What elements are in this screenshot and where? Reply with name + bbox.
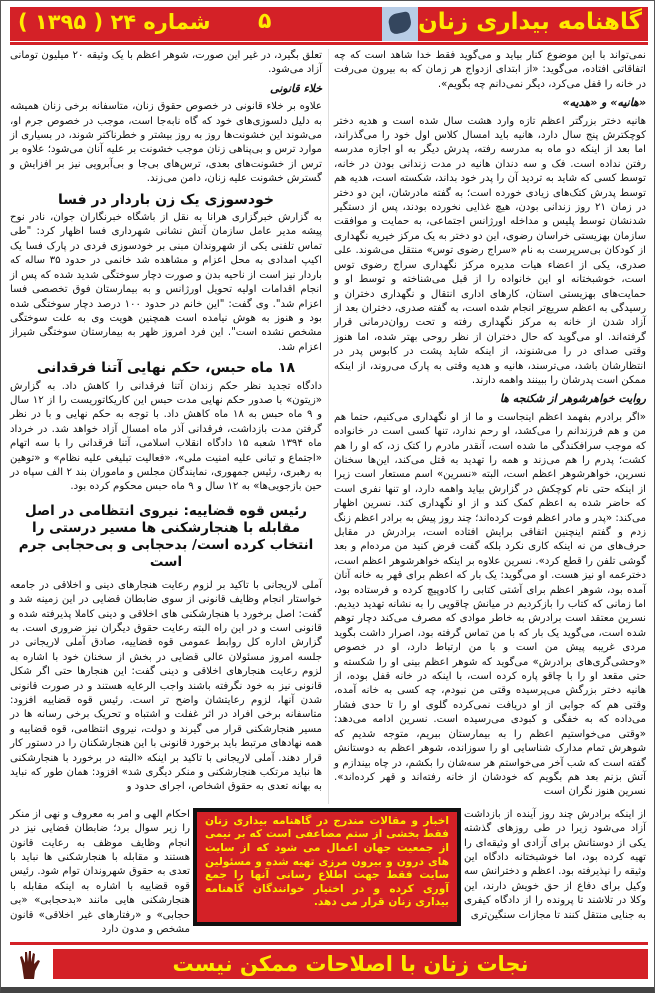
paragraph: تعلق بگیرد، در غیر این صورت، شوهر اعظم با یک وثیقه ۲۰ میلیون تومانی آزاد می‌شود.	[10, 50, 322, 76]
subheading: خلاء قانونی	[270, 81, 322, 95]
footer-banner	[53, 949, 648, 979]
footer-slogan: نجات زنان با اصلاحات ممکن نیست	[172, 952, 529, 977]
article-headline: خودسوزی یک زن باردار در فسا	[58, 191, 274, 208]
masthead	[10, 7, 648, 41]
footer-divider	[10, 942, 648, 945]
paragraph: نمی‌تواند با این موضوع کنار بیاید و می‌گوید فقط خدا شاهد است که چه اتفاقاتی افتاده، می‌گوید: «از ابتدای ازدواج هر زمان که به بیرون می‌رفت در خانه را قفل می‌کرد، دیگر نمی‌دانم چه بگویم».	[334, 50, 646, 90]
paragraph: دادگاه تجدید نظر حکم زندان آتنا فرقدانی را کاهش داد. به گزارش «زیتون» با صدور حکم نهایی مدت حبس این کاریکاتوریست را از ۱۲ سال و ۹ ماه حبس به ۱۸ ماه کاهش داد. با توجه به حکم نهایی و با در نظر گرفتن مدت بازداشت، فرقدانی آذر ماه امسال آزاد خواهد شد. در خرداد ماه ۱۳۹۴ شعبه ۱۵ دادگاه انقلاب اسلامی، آتنا فرقدانی را با سه اتهام «اجتماع و تبانی علیه امنیت ملی»، «فعالیت تبلیغی علیه نظام» و «توهین به رهبری، رئیس جمهوری، نمایندگان مجلس و ماموران بند ۲ الف سپاه در حین بازجویی‌ها» به ۱۲ سال و ۹ ماه حبس محکوم کرده بود.	[10, 380, 322, 493]
iran-map-logo-icon	[382, 7, 418, 41]
paragraph: احکام الهی و امر به معروف و نهی از منکر را زیر سوال برد؛ ضابطان قضایی نیز در انجام وظایف موظف به رعایت قانون هستند و مقابله با هنجارشکنی ها نباید با تعدی به حقوق شهروندان توام شود. رئیس قوه قضاییه با اشاره به اینکه مقابله با هنجارشکنی هایی مانند «بدحجابی» «بی حجابی» و «رفتارهای غیر اخلاقی» قانون مشخص و مدون دارد	[10, 808, 190, 935]
article-columns	[10, 49, 646, 804]
left-column	[10, 49, 322, 804]
disclaimer-text: اخبار و مقالات مندرج در گاهنامه بیداری زنان فقط بخشی از ستم مضاعفی است که بر نیمی از جمعیت جهان اعمال می شود که از سایت های درون و بیرون مرزی تهیه شده و مسئولین سایت فقط جهت اطلاع رسانی آنها را جمع آوری کرده و در اختیار خوانندگان گاهنامه بیداری زنان قرار می دهد.	[205, 814, 449, 909]
bottom-row	[10, 808, 646, 942]
footer-row	[10, 949, 646, 983]
subheading: «هانیه» و «هدیه»	[562, 96, 646, 110]
column-divider	[328, 49, 329, 804]
paragraph: هانیه دختر بزرگتر اعظم تازه وارد هشت سال شده است و هدیه دختر کوچکترش پنج سال دارد، هانیه باید امسال کلاس اول خود را می‌گذراند، اما بعد از اینکه دو ماه به مدرسه رفته، پدرش دیگر به او اجازه مدرسه رفتن نداده است. فک و سه دندان هانیه در مدت زندانی بودن در خانه، توسط کسی که شاید به تردید آن را پدر خود بداند، شکسته است، هدیه هم توسط پدرش کتک‌های زیادی خورده است؛ به گفته مادرشان، این دو دختر در زمان ۲۱ روز زندانی بودن، هیچ غذایی نخورده بودند، پس از دستگیر شدنشان توسط پلیس و مداخله اورژانس اجتماعی، به حمایت و موافقت سازمان بهزیستی خراسان رضوی، این دو دختر به یک مرکز خیریه نگهداری از کودکان بی‌سرپرست به نام «سراج رضوی توس» منتقل می‌شوند. علی صدری، یکی از اعضاء هیات مدیره مرکز نگهداری سراج رضوی توس است، خوشبختانه او این خانواده را از قبل می‌شناخته و توسط او و حمایت‌های بهزیستی استان، کارهای اداری انتقال و نگهداری دختران و رسیدگی به اعظم سریع‌تر انجام شده است، به گفته صدری، دختران بعد از آزاد شدن از خانه به مرکز نگهداری رفته و تحت روان‌درمانی قرار گرفته‌اند. او می‌گوید که حال دختران از نظر روحی بهتر شده، اما هنوز وقتی صدای در را می‌شنوند، از اینکه شاید پشت در کابوس پدر در انتظارشان باشد، می‌ترسند، هانیه و هدیه وقتی به پارک می‌روند، از اینکه ممکن است پدرشان را ببینند واهمه دارند.	[334, 115, 646, 386]
left-column-continued	[10, 808, 190, 942]
publication-title: گاهنامه بیداری زنان	[418, 9, 642, 35]
right-column	[334, 49, 646, 804]
paragraph: «اگر برادرم بفهمد اعظم اینجاست و ما از او نگهداری می‌کنیم، حتما هم من و هم فرزندانم را می‌کشد، او رحم ندارد، تنها کسی است در خانواده که موجب سرافکندگی ما شده است، آنقدر مادرم را کتک زد، که او را هم کشت؛ پدرم را هم می‌زند و همه را تهدید به قتل می‌کند، این‌ها سخنان نسرین، خواهرشوهر اعظم است، البته «نسرین» اسم مستعار است زیرا از اینکه حتی نام کوچکش در گزارش بیاید واهمه دارد، او تنها نفری است که حاضر شده به اعظم کمک کند و از او نگهداری کند. نسرین اظهار می‌کند: «پدر و مادر اعظم فوت کرده‌اند؛ چند روز پیش به برادر اعظم زنگ زدم و گفتم اینچنین اتفاقی برایش افتاده است، برادرش در مقابل حرف‌های من نه اینکه کاری نکرد بلکه گفت فرض کنید من مرده‌ام و بعد گوشی تلفن را قطع کرد». نسرین علاوه بر اینکه خواهرشوهر اعظم است، دخترعمه او نیز هست. او می‌گوید: یک بار که اعظم برای قهر به خانه آنان آمده بود، شوهر اعظم برای آشتی کتابی را کادوپیچ کرده و فرستاده بود، اما زمانی که کتاب را بازکردیم در میانش چاقویی را به نشانه تهدید دیدیم. نسرین معتقد است برادرش به خاطر موادی که مصرف می‌کند دچار توهم شده است، می‌گوید یک بار که با من تماس گرفته بود، اصرار داشت بگوید مردی غریبه پیش من است و با من ارتباط دارد، او در خصوص «وحشی‌گری‌های برادرش» می‌گوید که شوهر اعظم بینی او را شکسته و حتی مقعد او را با چاقو پاره کرده است، با اینکه در خانه قفل بوده، از هانیه دختر بزرگش می‌پرسیده وقتی من نبودم، چه کسی به خانه آمده، وقتی هم که جوابی از او دریافت نمی‌کرده گلوی او را تا حدی فشار می‌داده که به خفگی و کبودی می‌رسیده است. نسرین ادامه می‌دهد: «وقتی می‌خواستیم اعظم را به بیمارستان ببریم، متوجه شدیم که شوهرش تمام مدارک شناسایی او را سوزانده، شوهر اعظم به دوستانش گفته است که شب آخر می‌خواستم هر سه‌شان را بکشم، در چاه بیندازم و آتش بزنم بعد هم بگویم که خودشان از خانه رفته‌اند و قهر کرده‌اند». نسرین هنوز نگران است	[334, 411, 646, 798]
paragraph: به گزارش خبرگزاری هرانا به نقل از باشگاه خبرنگاران جوان، نادر نوح پیشه مدیر عامل سازمان آتش نشانی شهرداری فسا اظهار کرد: "طی تماس تلفنی یکی از شهروندان مبنی بر خودسوزی فردی در پارک فسا یک اکیپ امدادی به محل اعزام و مشاهده شد خانمی در حدود ۳۵ ساله که باردار نیز است از ناحیه بدن و صورت دچار سوختگی شدید شده که پس از انجام اقدامات اولیه تحویل اورژانس و به بیمارستان فوق تخصصی فسا اعزام شد". وی گفت: "این خانم در حدود ۱۰۰ درصد دچار سوختگی شده بود و هنوز به هوش نیامده است همچنین هویت وی به علت سوختگی مشخص نشده است". این فرد امروز ظهر به بیمارستان سوختگی شیراز اعزام شد.	[10, 212, 322, 353]
subheading: روایت خواهرشوهر از شکنجه ها	[499, 392, 646, 406]
paragraph: آملی لاریجانی با تاکید بر لزوم رعایت هنجارهای دینی و اخلاقی در جامعه خواستار انجام وظایف قانونی از سوی ضابطان قضایی در این زمینه شد و گفت: اصل برخورد با هنجارشکنی های اخلاقی و دینی کاملا پذیرفته شده و قانونی است و در این راه البته رعایت حقوق دیگران نیز ضروری است. به گزارش اداره کل روابط عمومی قوه قضاییه، صادق آملی لاریجانی در جلسه امروز مسئولان عالی قضایی در بخش از سخنان خود با اشاره به لزوم رعایت هنجارهای اخلاقی و دینی گفت: این هنجارها حتی اگر شکل قانونی نیز به خود نگرفته باشند واجب الرعایه هستند و در صورت قانونی شدن آنها، لزوم رعایتشان واضح تر است. رئیس قوه قضاییه افزود: متاسفانه برخی افراد در اثر غفلت و اشتباه و تحریک برخی رسانه ها در مسیر هنجارشکنی قرار می گیرند و دولت، نیروی انتظامی، قوه قضاییه و همه نهادهای مرتبط باید برخورد قانونی با این هنجارشکنان را در دستور کار قرار دهند. آملی لاریجانی با تاکید بر اینکه «البته در برخورد با هنجارشکنی ها نباید مرتکب هنجارشکنی و منکر دیگری شد» افزود: همان طور که نباید به بهانه تعدی به حقوق اشخاص، اجرای حدود و	[10, 579, 322, 793]
issue-number: شماره ۲۴ ( ۱۳۹۵ )	[18, 10, 211, 34]
article-headline: ۱۸ ماه حبس، حکم نهایی آتنا فرقدانی	[36, 360, 296, 377]
article-headline: رئیس قوه قضاییه: نیروی انتظامی در اصل مقابله با هنجارشکنی ها مسیر درستی را انتخاب کرده است/ بدحجابی و بی‌حجابی جرم است	[18, 502, 314, 570]
page-number: ۵	[258, 9, 272, 34]
disclaimer-box	[193, 808, 461, 926]
paragraph: از اینکه برادرش چند روز آینده از بازداشت آزاد می‌شود زیرا در طی روزهای گذشته یکی از دوستانش برای آزادی او وثیقه‌ای را تهیه کرده بود، اما خوشبختانه دادگاه این وثیقه را نپذیرفته بود. اعظم و دخترانش سه وکیل برای دفاع از حق خویش دارند، این وکلا در تلاشند تا پرونده را از دادگاه کیفری به جنایی منتقل کنند تا مجازات سنگین‌تری	[463, 808, 646, 921]
right-column-continued	[464, 808, 646, 927]
paragraph: علاوه بر خلاء قانونی در خصوص حقوق زنان، متاسفانه برخی زنان همیشه به دلیل دلسوزی‌های خود که گاه نابه‌جا است، موجب در خصوص جرم او، می‌شوند این خشونت‌ها روز به روز بیشتر و خطرناکتر شوند، در بسیاری از موارد ترس و بی‌پناهی زنان موجب خشونت بر علیه آنان می‌شود؛ علاوه بر ترس از خشونت‌های بعدی، ترس‌های بی‌جا و بی‌آبرویی نیز بر افزایش و گسترش خشونت علیه زنان، دامن می‌زند.	[10, 101, 322, 185]
header-divider	[10, 42, 648, 45]
stop-violence-hand-icon	[10, 949, 46, 981]
